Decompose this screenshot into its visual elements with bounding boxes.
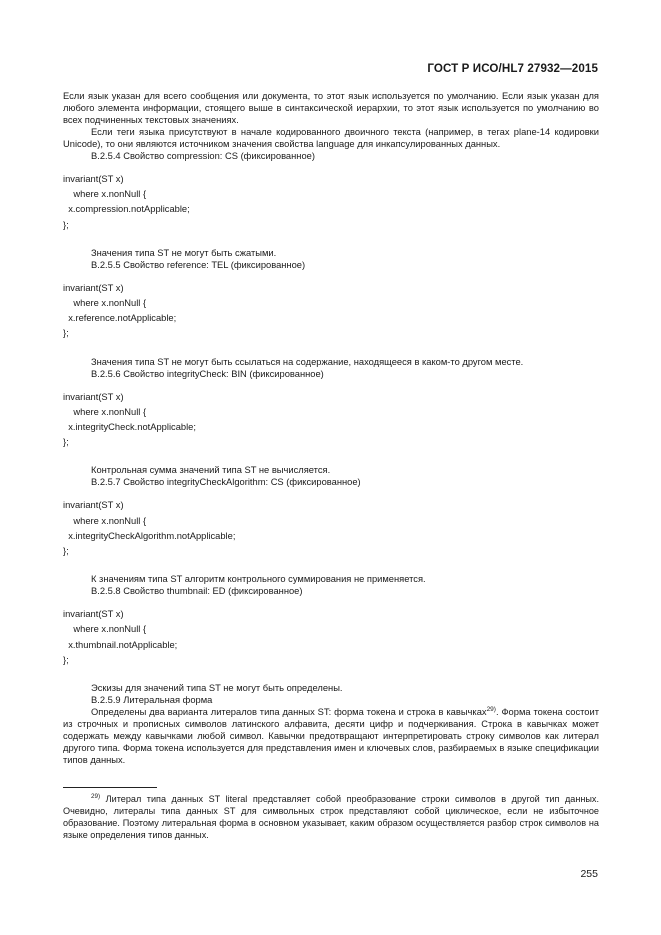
code-block-integrity-algorithm [63, 498, 599, 559]
code-line: invariant(ST x) [63, 609, 124, 620]
code-line: x.thumbnail.notApplicable; [63, 639, 178, 650]
code-line: }; [63, 219, 69, 230]
footnote-reference[interactable]: 29) [486, 705, 496, 713]
code-line: invariant(ST x) [63, 282, 124, 293]
paragraph-integrity-algorithm: К значениям типа ST алгоритм контрольного суммирования не применяется. [91, 574, 426, 585]
code-line: where x.nonNull { [63, 624, 147, 635]
section-heading-thumbnail: B.2.5.8 Свойство thumbnail: ED (фиксированное) [91, 586, 303, 597]
section-heading-integrity-check: B.2.5.6 Свойство integrityCheck: BIN (фиксированное) [91, 368, 324, 379]
footnote-divider [63, 787, 157, 788]
code-line: where x.nonNull { [63, 189, 147, 200]
footnote-29 [63, 793, 599, 841]
page-number: 255 [580, 868, 598, 880]
code-line: where x.nonNull { [63, 515, 147, 526]
code-line: }; [63, 654, 69, 665]
code-line: x.integrityCheck.notApplicable; [63, 422, 196, 433]
paragraph-integrity-check: Контрольная сумма значений типа ST не вычисляется. [91, 465, 331, 476]
paragraph-language-tags: Если теги языка присутствуют в начале кодированного двоичного текста (например, в тегах plane-14 кодировки Unicode), то они являются источником значения свойства language для инкапсулированных данных. [63, 127, 599, 149]
code-line: }; [63, 328, 69, 339]
footnote-text: Литерал типа данных ST literal представляет собой преобразование строки символов в другой тип данных. Очевидно, литералы типа данных ST для символьных строк представляют собой циклическое, если не избыточное образование. Поэтому литеральная форма в основном указывает, каким образом осуществляется разбор строк символов на языке определения типов данных. [63, 794, 599, 840]
section-heading-integrity-algorithm: B.2.5.7 Свойство integrityCheckAlgorithm: CS (фиксированное) [91, 477, 361, 488]
paragraph-thumbnail: Эскизы для значений типа ST не могут быть определены. [91, 683, 343, 694]
section-heading-reference: B.2.5.5 Свойство reference: TEL (фиксированное) [91, 259, 306, 270]
code-line: invariant(ST x) [63, 500, 124, 511]
code-line: where x.nonNull { [63, 406, 147, 417]
literal-text-start: Определены два варианта литералов типа данных ST: форма токена и строка в кавычках [91, 707, 487, 718]
code-line: invariant(ST x) [63, 174, 124, 184]
code-block-compression [63, 172, 599, 233]
paragraph-literal-form [63, 706, 599, 766]
code-line: }; [63, 437, 69, 448]
literal-text-end: . Форма токена состоит из строчных и прописных символов латинского алфавита, десяти цифр и подчеркивания. Строка в кавычках может содержать между кавычками любой символ. Кавычки предотвращают интерпретировать строку символов как литерал другого типа. Форма токена используется для представления имен и ключевых слов, разбираемых в языке спецификации типов данных. [63, 707, 599, 766]
footnote-marker: 29) [91, 792, 101, 800]
code-block-integrity-check [63, 390, 599, 451]
code-block-thumbnail [63, 607, 599, 668]
section-heading-literal-form: B.2.5.9 Литеральная форма [91, 695, 213, 706]
code-line: x.compression.notApplicable; [63, 204, 190, 215]
code-line: x.reference.notApplicable; [63, 313, 177, 324]
code-line: x.integrityCheckAlgorithm.notApplicable; [63, 530, 236, 541]
page-body [63, 90, 599, 766]
paragraph-reference: Значения типа ST не могут быть ссылаться на содержание, находящееся в каком-то другом месте. [91, 356, 524, 367]
code-line: where x.nonNull { [63, 298, 147, 309]
paragraph-language-default: Если язык указан для всего сообщения или документа, то этот язык используется по умолчанию. Если язык указан для любого элемента информации, стоящего выше в синтаксической иерархии, то этот язык используется по умолчанию во всех подчиненных текстовых значениях. [63, 91, 599, 125]
section-heading-compression: B.2.5.4 Свойство compression: CS (фиксированное) [91, 151, 315, 161]
code-block-reference [63, 281, 599, 342]
code-line: invariant(ST x) [63, 391, 124, 402]
code-line: }; [63, 546, 69, 557]
document-header: ГОСТ Р ИСО/HL7 27932—2015 [427, 62, 598, 75]
paragraph-compression: Значения типа ST не могут быть сжатыми. [91, 247, 277, 258]
